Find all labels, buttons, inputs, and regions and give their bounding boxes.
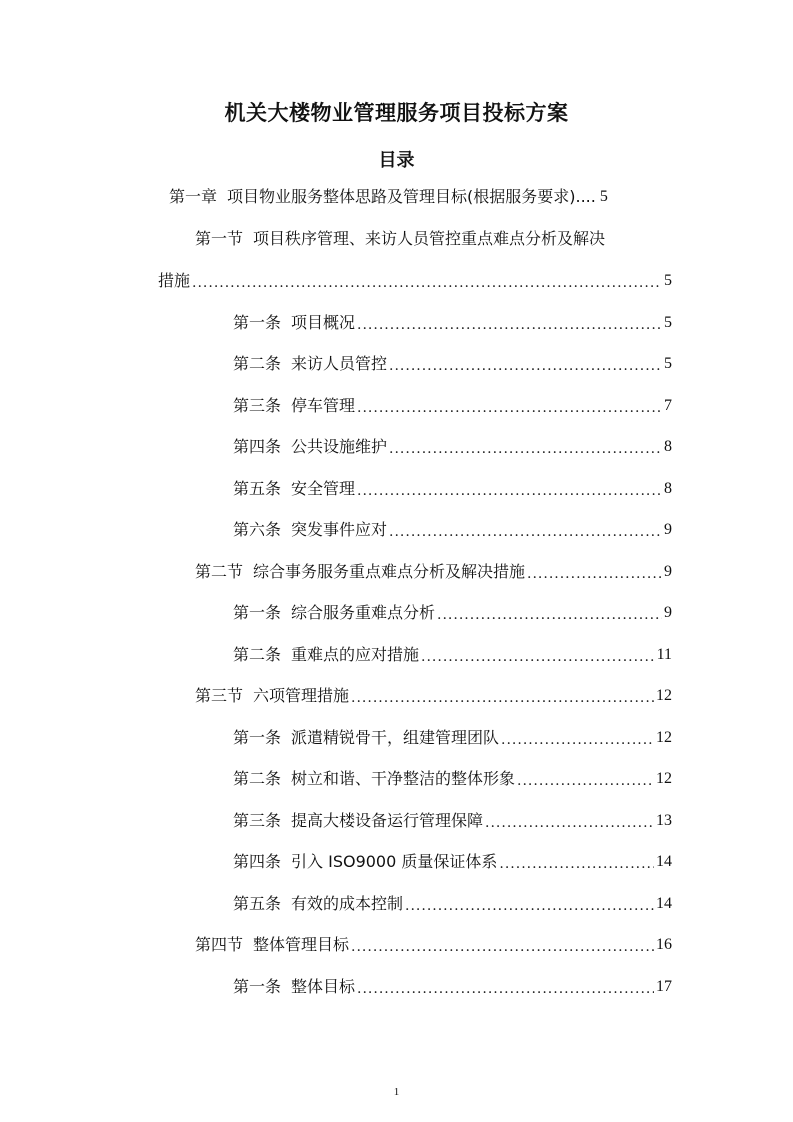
- toc-entry-section-2[interactable]: [195, 559, 672, 583]
- toc-entry-chapter-1[interactable]: [169, 184, 672, 208]
- toc-entry-article[interactable]: [233, 476, 672, 500]
- toc-entry-number: 第三条: [233, 396, 282, 415]
- toc-entry-section-1-continued[interactable]: [158, 268, 672, 292]
- toc-entry-title: 综合事务服务重点难点分析及解决措施: [253, 562, 526, 581]
- toc-leader-dots: [357, 482, 662, 500]
- toc-entry-article[interactable]: [233, 974, 672, 998]
- toc-entry-page: 5: [664, 355, 672, 372]
- toc-leader-dots: [499, 855, 654, 873]
- toc-entry-number: 第三节: [195, 686, 244, 705]
- toc-leader-dots: [527, 565, 662, 583]
- toc-entry-article[interactable]: [233, 642, 672, 666]
- document-title: 机关大楼物业管理服务项目投标方案: [224, 101, 569, 125]
- toc-entry-title: 综合服务重难点分析: [291, 603, 436, 622]
- toc-entry-article[interactable]: [233, 600, 672, 624]
- toc-entry-page: 16: [656, 936, 672, 953]
- toc-entry-title: 项目概况: [291, 313, 356, 332]
- toc-entry-article[interactable]: [233, 808, 672, 832]
- toc-entry-number: 第三条: [233, 811, 282, 830]
- toc-leader-dots: [357, 316, 662, 334]
- toc-entry-page: 5: [664, 314, 672, 331]
- toc-entry-title: 六项管理措施: [253, 686, 350, 705]
- toc-entry-page: 12: [656, 729, 672, 746]
- toc-leader-dots: [389, 440, 662, 458]
- toc-leader-dots: [389, 357, 662, 375]
- toc-entry-title: 树立和谐、干净整洁的整体形象: [291, 769, 516, 788]
- toc-entry-title: 停车管理: [291, 396, 356, 415]
- toc-entry-title: 提高大楼设备运行管理保障: [291, 811, 484, 830]
- toc-entry-title: 项目物业服务整体思路及管理目标(根据服务要求)....: [227, 187, 596, 206]
- toc-leader-dots: [357, 399, 662, 417]
- toc-leader-dots: [389, 523, 662, 541]
- toc-entry-number: 第四条: [233, 437, 282, 456]
- toc-entry-page: 5: [599, 188, 608, 205]
- toc-entry-number: 第五条: [233, 894, 282, 913]
- toc-entry-page: 11: [656, 646, 672, 663]
- toc-entry-title: 公共设施维护: [291, 437, 388, 456]
- toc-entry-title: 重难点的应对措施: [291, 645, 420, 664]
- toc-leader-dots: [517, 772, 654, 790]
- toc-leader-dots: [437, 606, 662, 624]
- toc-entry-page: 5: [664, 272, 672, 289]
- toc-entry-title: 来访人员管控: [291, 354, 388, 373]
- toc-entry-number: 第四条: [233, 852, 282, 871]
- toc-entry-page: 14: [656, 853, 672, 870]
- toc-entry-number: 第二条: [233, 354, 282, 373]
- toc-entry-number: 第一条: [233, 728, 282, 747]
- toc-entry-page: 14: [656, 895, 672, 912]
- toc-entry-title: 有效的成本控制: [291, 894, 404, 913]
- toc-entry-title: 整体目标: [291, 977, 356, 996]
- toc-leader-dots: [421, 648, 655, 666]
- toc-entry-title: 派遣精锐骨干，组建管理团队: [291, 728, 500, 747]
- toc-entry-article[interactable]: [233, 849, 672, 873]
- toc-leader-dots: [351, 689, 654, 707]
- toc-entry-number: 第一条: [233, 313, 282, 332]
- toc-entry-page: 8: [664, 480, 672, 497]
- toc-entry-section-3[interactable]: [195, 683, 672, 707]
- toc-entry-number: 第二条: [233, 769, 282, 788]
- toc-entry-page: 9: [664, 521, 672, 538]
- toc-entry-article[interactable]: [233, 434, 672, 458]
- toc-entry-number: 第一条: [233, 603, 282, 622]
- toc-entry-number: 第二条: [233, 645, 282, 664]
- toc-entry-page: 9: [664, 604, 672, 621]
- toc-leader-dots: [192, 274, 662, 292]
- toc-entry-page: 12: [656, 770, 672, 787]
- toc-entry-title: 安全管理: [291, 479, 356, 498]
- toc-heading: 目录: [378, 150, 415, 171]
- toc-entry-article[interactable]: [233, 891, 672, 915]
- toc-entry-title: 突发事件应对: [291, 520, 388, 539]
- toc-entry-article[interactable]: [233, 517, 672, 541]
- page-number: 1: [393, 1086, 400, 1098]
- toc-entry-title: 项目秩序管理、来访人员管控重点难点分析及解决: [253, 229, 606, 248]
- toc-entry-title: 引入 ISO9000 质量保证体系: [291, 852, 498, 871]
- toc-entry-page: 13: [656, 812, 672, 829]
- toc-entry-section-1[interactable]: [195, 228, 672, 250]
- toc-leader-dots: [351, 938, 654, 956]
- toc-leader-dots: [485, 814, 654, 832]
- toc-entry-number: 第一章: [169, 187, 218, 206]
- toc-entry-page: 17: [656, 978, 672, 995]
- toc-entry-number: 第一节: [195, 229, 244, 248]
- toc-entry-number: 第四节: [195, 935, 244, 954]
- toc-entry-article[interactable]: [233, 393, 672, 417]
- toc-entry-article[interactable]: [233, 725, 672, 749]
- toc-entry-page: 7: [664, 397, 672, 414]
- toc-entry-article[interactable]: [233, 310, 672, 334]
- toc-entry-article[interactable]: [233, 351, 672, 375]
- toc-leader-dots: [357, 980, 654, 998]
- toc-entry-number: 第六条: [233, 520, 282, 539]
- toc-entry-number: 第五条: [233, 479, 282, 498]
- toc-entry-page: 9: [664, 563, 672, 580]
- toc-entry-title-continued: 措施: [158, 271, 191, 290]
- toc-leader-dots: [405, 897, 654, 915]
- toc-entry-section-4[interactable]: [195, 932, 672, 956]
- toc-entry-page: 8: [664, 438, 672, 455]
- toc-entry-page: 12: [656, 687, 672, 704]
- toc-entry-number: 第一条: [233, 977, 282, 996]
- toc-leader-dots: [501, 731, 654, 749]
- toc-entry-title: 整体管理目标: [253, 935, 350, 954]
- toc-entry-number: 第二节: [195, 562, 244, 581]
- toc-entry-article[interactable]: [233, 766, 672, 790]
